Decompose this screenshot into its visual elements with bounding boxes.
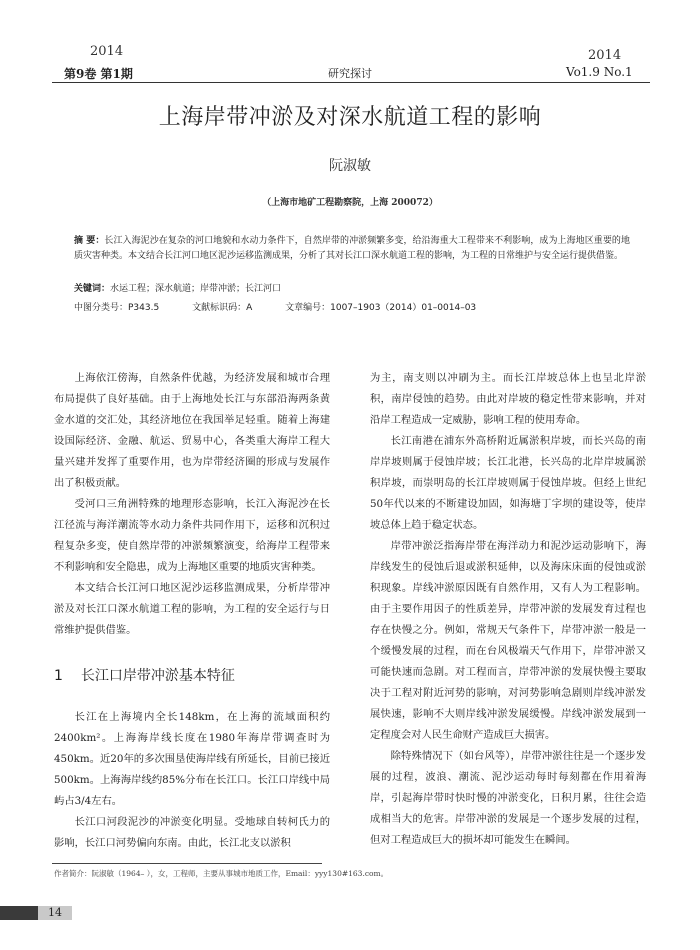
header-rule bbox=[52, 82, 650, 83]
keywords-text: 水运工程；深水航道；岸带冲淤；长江河口 bbox=[110, 284, 282, 294]
page-bar-dark bbox=[0, 906, 38, 920]
clc-number: 中图分类号：P343.5 bbox=[74, 303, 160, 313]
section-number: 1 bbox=[54, 668, 63, 684]
paragraph: 岸带冲淤泛指海岸带在海洋动力和泥沙运动影响下，海岸线发生的侵蚀后退或淤积延伸，以及海床床面的侵蚀或淤积现象。岸线冲淤原因既有自然作用，又有人为工程影响。由于主要作用因子的性质差异，岸带冲淤的发展发育过程也存在快慢之分。例如，常规天气条件下，岸带冲淤一般是一个缓慢发展的过程，而在台风极端天气作用下，岸带冲淤又可能快速而急剧。对工程而言，岸带冲淤的发展快慢主要取决于工程对附近河势的影响，对河势影响急剧则岸线冲淤发展快速，影响不大则岸线冲淤发展缓慢。岸线冲淤发展到一定程度会对人民生命财产造成巨大损害。 bbox=[370, 540, 646, 741]
document-code: 文献标识码：A bbox=[192, 303, 253, 313]
keywords bbox=[74, 281, 630, 294]
body-right-column bbox=[370, 368, 646, 851]
article-number: 文章编号：1007–1903（2014）01–0014–03 bbox=[285, 303, 477, 313]
paragraph: 长江口河段泥沙的冲淤变化明显。受地球自转柯氏力的影响，长江口河势偏向东南。由此，长江北支以淤积 bbox=[54, 816, 330, 849]
abstract bbox=[74, 234, 630, 264]
section-heading bbox=[54, 665, 235, 685]
footnote-rule bbox=[52, 863, 322, 864]
header-left-year: 2014 bbox=[90, 44, 124, 59]
page-number: 14 bbox=[38, 906, 72, 920]
page-title: 上海岸带冲淤及对深水航道工程的影响 bbox=[158, 105, 542, 130]
header-volume-issue: 第9卷 第1期 bbox=[64, 67, 133, 81]
author-affiliation: （上海市地矿工程勘察院，上海 200072） bbox=[262, 198, 438, 208]
paragraph: 除特殊情况下（如台风等），岸带冲淤往往是一个逐步发展的过程，波浪、潮流、泥沙运动每时每刻都在作用着海岸，引起海岸带时快时慢的冲淤变化，日积月累，往往会造成相当大的危害。岸带冲淤的发展是一个逐步发展的过程，但对工程造成巨大的损坏却可能发生在瞬间。 bbox=[370, 750, 646, 846]
header-right-year: 2014 bbox=[588, 48, 622, 63]
author-name: 阮淑敏 bbox=[329, 158, 371, 174]
author-footnote: 作者简介：阮淑敏（1964– ），女，工程师，主要从事城市地质工作，Email：yyy130#163.com。 bbox=[54, 869, 389, 878]
keywords-label: 关键词： bbox=[74, 284, 111, 294]
paragraph: 受河口三角洲特殊的地理形态影响，长江入海泥沙在长江径流与海洋潮流等水动力条件共同作用下，运移和沉积过程复杂多变，使自然岸带的冲淤频繁演变，给海岸工程带来不利影响和安全隐患，成为上海地区重要的地质灾害种类。 bbox=[54, 498, 330, 573]
paragraph: 长江在上海境内全长148km，在上海的流域面积约2400km²。上海海岸线长度在1980年海岸带调查时为450km。近20年的多次围垦使海岸线有所延长，目前已接近500km。上海海岸线约85%分布在长江口。长江口岸线中局屿占3/4左右。 bbox=[54, 711, 330, 807]
section-title: 长江口岸带冲淤基本特征 bbox=[80, 668, 235, 684]
body-left-column-section bbox=[54, 707, 330, 854]
header-right-issue: Vo1.9 No.1 bbox=[566, 65, 633, 79]
paragraph: 本文结合长江河口地区泥沙运移监测成果，分析岸带冲淤及对长江口深水航道工程的影响，为工程的安全运行与日常维护提供借鉴。 bbox=[54, 582, 330, 636]
paragraph: 长江南港在浦东外高桥附近属淤积岸坡，而长兴岛的南岸岸坡则属于侵蚀岸坡；长江北港，长兴岛的北岸岸坡属淤积岸坡，而崇明岛的长江岸坡则属于侵蚀岸坡。但经上世纪50年代以来的不断建设加固，如海塘丁字坝的建设等，使岸坡总体上趋于稳定状态。 bbox=[370, 435, 646, 531]
paragraph: 为主，南支则以冲刷为主。而长江岸坡总体上也呈北岸淤积，南岸侵蚀的趋势。由此对岸坡的稳定性带来影响，并对沿岸工程造成一定威胁，影响工程的使用寿命。 bbox=[370, 372, 646, 426]
paragraph: 上海依江傍海，自然条件优越，为经济发展和城市合理布局提供了良好基础。由于上海地处长江与东部沿海两条黄金水道的交汇处，其经济地位在我国举足轻重。随着上海建设国际经济、金融、航运、贸易中心，各类重大海岸工程大量兴建并发挥了重要作用，也为岸带经济圈的形成与发展作出了积极贡献。 bbox=[54, 372, 330, 489]
abstract-label: 摘 要： bbox=[74, 236, 105, 246]
classification-line bbox=[74, 300, 630, 313]
page-number-bar bbox=[0, 906, 700, 920]
body-left-column bbox=[54, 368, 330, 641]
abstract-text: 长江入海泥沙在复杂的河口地貌和水动力条件下，自然岸带的冲淤频繁多变，给沿海重大工程带来不利影响，成为上海地区重要的地质灾害种类。本文结合长江河口地区泥沙运移监测成果，分析了其对长江口深水航道工程的影响，为工程的日常维护与安全运行提供借鉴。 bbox=[74, 236, 630, 261]
header-column-name: 研究探讨 bbox=[328, 67, 372, 80]
